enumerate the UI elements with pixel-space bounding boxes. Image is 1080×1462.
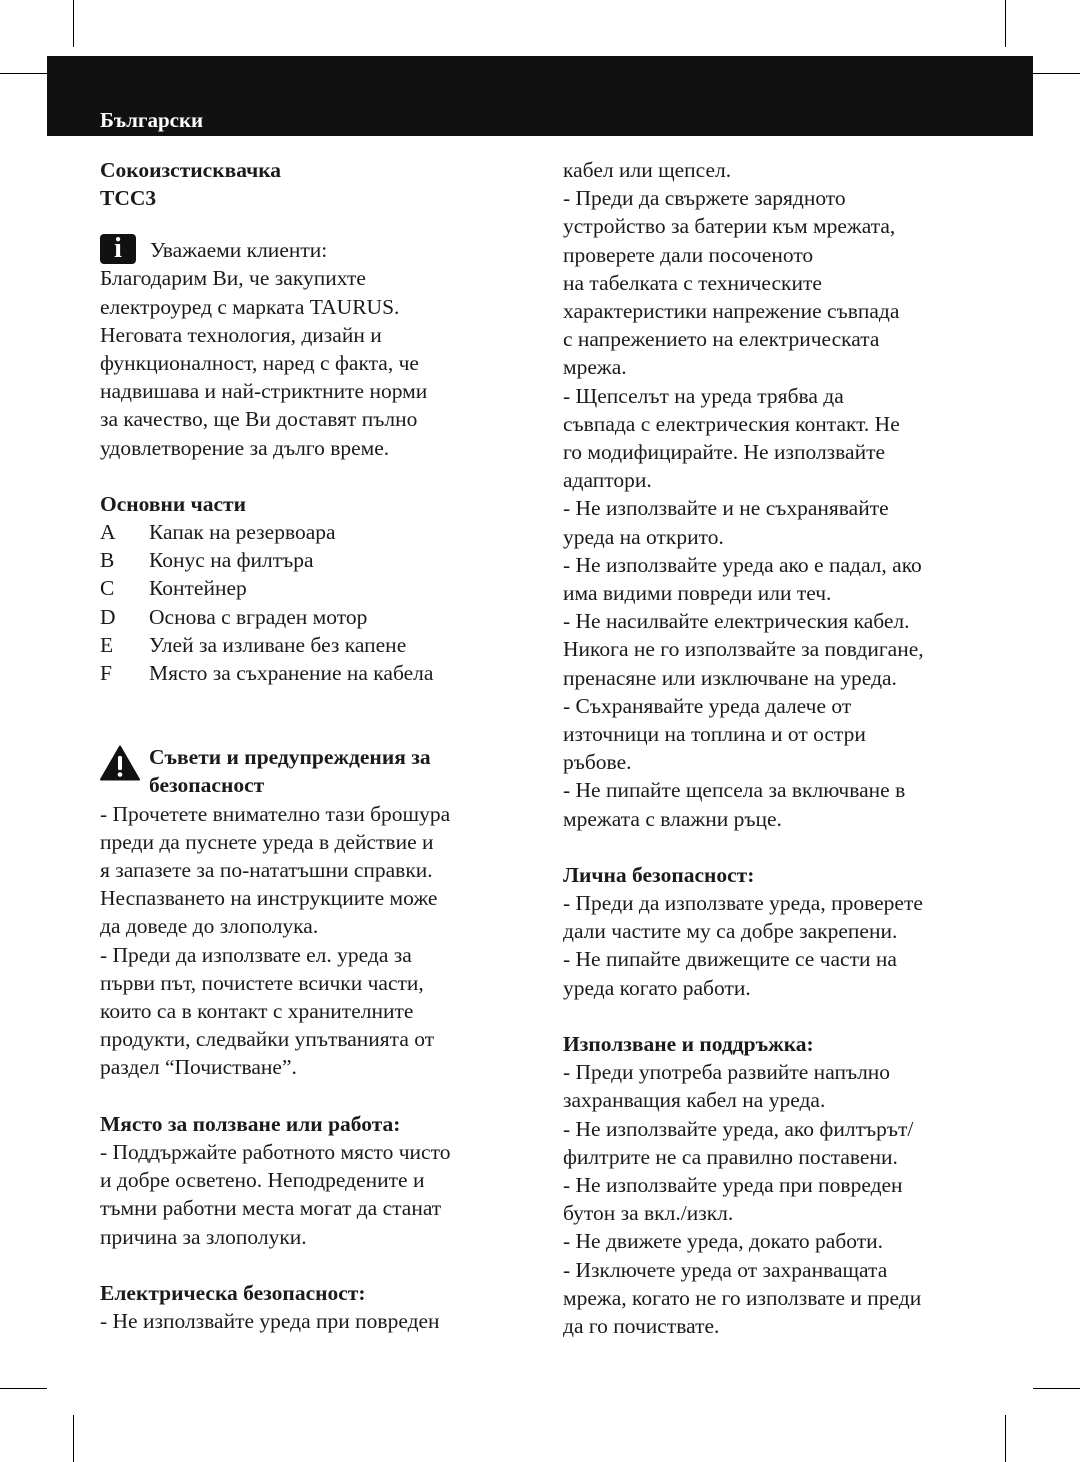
text-line: да го почиствате. (563, 1313, 720, 1338)
parts-label: Място за съхранение на кабела (149, 661, 434, 686)
language-header-bar (47, 56, 1033, 136)
parts-letter: F (100, 661, 112, 686)
text-line: дали частите му са добре закрепени. (563, 919, 898, 944)
text-line: преди да пуснете уреда в действие и (100, 829, 434, 854)
text-line: - Не използвайте уреда ако е падал, ако (563, 552, 922, 577)
intro-section (100, 234, 520, 461)
text-line: - Не насилвайте електрическия кабел. (563, 609, 910, 634)
text-line: на табелката с техническите (563, 270, 822, 295)
electrical-text (100, 1307, 520, 1335)
text-line: - Не използвайте уреда при повреден (563, 1172, 903, 1197)
text-line: филтрите не са правилно поставени. (563, 1144, 898, 1169)
warning-icon (100, 745, 140, 781)
intro-line: Неговата технология, дизайн и (100, 322, 382, 347)
warning-text (100, 800, 520, 1082)
text-line: - Не пипайте движещите се части на (563, 947, 897, 972)
parts-label: Конус на филтъра (149, 548, 314, 573)
text-line: първи път, почистете всички части, (100, 970, 424, 995)
text-line: - Преди да свържете зарядното (563, 186, 846, 211)
text-line: я запазете за по-нататъшни справки. (100, 858, 433, 883)
intro-line: Благодарим Ви, че закупихте (100, 266, 366, 291)
intro-line: функционалност, наред с факта, че (100, 351, 419, 376)
personal-safety-heading: Лична безопасност: (563, 862, 755, 887)
text-line: бутон за вкл./изкл. (563, 1201, 734, 1226)
text-line: ръбове. (563, 750, 632, 775)
language-label: Български (100, 108, 204, 132)
warning-heading-block (100, 743, 520, 799)
text-line: характеристики напрежение съвпада (563, 299, 900, 324)
parts-label: Улей за изливане без капене (149, 632, 407, 657)
text-line: - Преди да използвате ел. уреда за (100, 942, 412, 967)
parts-item (100, 603, 520, 631)
intro-line: надвишава и най-стриктните норми (100, 379, 428, 404)
text-line: тъмни работни места могат да станат (100, 1196, 442, 1221)
parts-item (100, 546, 520, 574)
text-line: - Не използвайте и не съхранявайте (563, 496, 889, 521)
intro-line: за качество, ще Ви доставят пълно (100, 407, 418, 432)
text-line: съвпада с електрическия контакт. Не (563, 411, 900, 436)
warning-heading-cont: безопасност (149, 773, 265, 798)
text-line: причина за злополуки. (100, 1224, 307, 1249)
text-line: и добре осветено. Неподредените и (100, 1168, 425, 1193)
electrical-text-cont (563, 156, 993, 833)
text-line: с напрежението на електрическата (563, 327, 880, 352)
crop-mark (73, 0, 74, 47)
text-line: Неспазването на инструкциите може (100, 886, 438, 911)
workplace-heading: Място за ползване или работа: (100, 1111, 401, 1136)
crop-mark (0, 1388, 47, 1389)
text-line: - Прочетете внимателно тази брошура (100, 801, 451, 826)
parts-label: Контейнер (149, 576, 247, 601)
parts-item (100, 631, 520, 659)
text-line: - Съхранявайте уреда далече от (563, 693, 852, 718)
right-column (563, 156, 993, 1340)
text-line: мрежа, когато не го използвате и преди (563, 1285, 922, 1310)
text-line: мрежата с влажни ръце. (563, 806, 782, 831)
text-line: мрежа. (563, 355, 627, 380)
parts-letter: A (100, 520, 116, 545)
text-line: го модифицирайте. Не използвайте (563, 440, 886, 465)
text-line: - Преди употреба развийте напълно (563, 1060, 891, 1085)
parts-item (100, 574, 520, 602)
crop-mark (1005, 0, 1006, 47)
text-line: адаптори. (563, 468, 652, 493)
info-icon: i (100, 234, 136, 264)
intro-line: удовлетворение за дълго време. (100, 435, 390, 460)
text-line: които са в контакт с хранителните (100, 999, 414, 1024)
parts-letter: C (100, 576, 115, 601)
product-model: TCC3 (100, 186, 157, 211)
crop-mark (1033, 73, 1080, 74)
parts-item (100, 659, 520, 687)
crop-mark (1005, 1415, 1006, 1462)
product-title: Сокоизстисквачка (100, 158, 282, 182)
text-line: - Не движете уреда, докато работи. (563, 1229, 884, 1254)
text-line: - Поддържайте работното място чисто (100, 1139, 451, 1164)
parts-item (100, 518, 520, 546)
warning-heading: Съвети и предупреждения за (149, 745, 431, 770)
usage-heading: Използване и поддръжка: (563, 1031, 814, 1056)
workplace-text (100, 1138, 520, 1251)
text-line: продукти, следвайки упътванията от (100, 1027, 435, 1052)
text-line: да доведе до злополука. (100, 914, 319, 939)
text-line: кабел или щепсел. (563, 158, 732, 182)
text-line: устройство за батерии към мрежата, (563, 214, 896, 239)
usage-text (563, 1058, 993, 1340)
crop-mark (0, 73, 47, 74)
text-line: проверете дали посоченото (563, 242, 814, 267)
text-line: - Не използвайте уреда, ако филтърът/ (563, 1116, 914, 1141)
parts-letter: B (100, 548, 115, 573)
parts-letter: E (100, 632, 114, 657)
crop-mark (73, 1415, 74, 1462)
parts-letter: D (100, 604, 116, 629)
intro-first-line (100, 234, 520, 264)
left-column (100, 156, 520, 1335)
text-line: уреда когато работи. (563, 975, 751, 1000)
text-line: - Не използвайте уреда при повреден (100, 1308, 440, 1333)
intro-line: Уважаеми клиенти: (150, 238, 328, 263)
text-line: - Не пипайте щепсела за включване в (563, 778, 906, 803)
text-line: Никога не го използвайте за повдигане, (563, 637, 924, 662)
text-line: раздел “Почистване”. (100, 1055, 297, 1080)
parts-list (100, 518, 520, 687)
crop-mark (1033, 1388, 1080, 1389)
electrical-heading: Електрическа безопасност: (100, 1280, 366, 1305)
text-line: - Щепселът на уреда трябва да (563, 383, 844, 408)
text-line: - Изключете уреда от захранващата (563, 1257, 888, 1282)
intro-line: електроуред с марката TAURUS. (100, 294, 400, 319)
text-line: пренасяне или изключване на уреда. (563, 665, 897, 690)
parts-label: Основа с вграден мотор (149, 604, 368, 629)
personal-safety-text (563, 889, 993, 1002)
parts-heading: Основни части (100, 491, 246, 516)
text-line: източници на топлина и от остри (563, 722, 866, 747)
text-line: има видими повреди или теч. (563, 581, 832, 606)
text-line: захранващия кабел на уреда. (563, 1088, 826, 1113)
text-line: - Преди да използвате уреда, проверете (563, 891, 923, 916)
text-line: уреда на открито. (563, 524, 724, 549)
parts-label: Капак на резервоара (149, 520, 336, 545)
